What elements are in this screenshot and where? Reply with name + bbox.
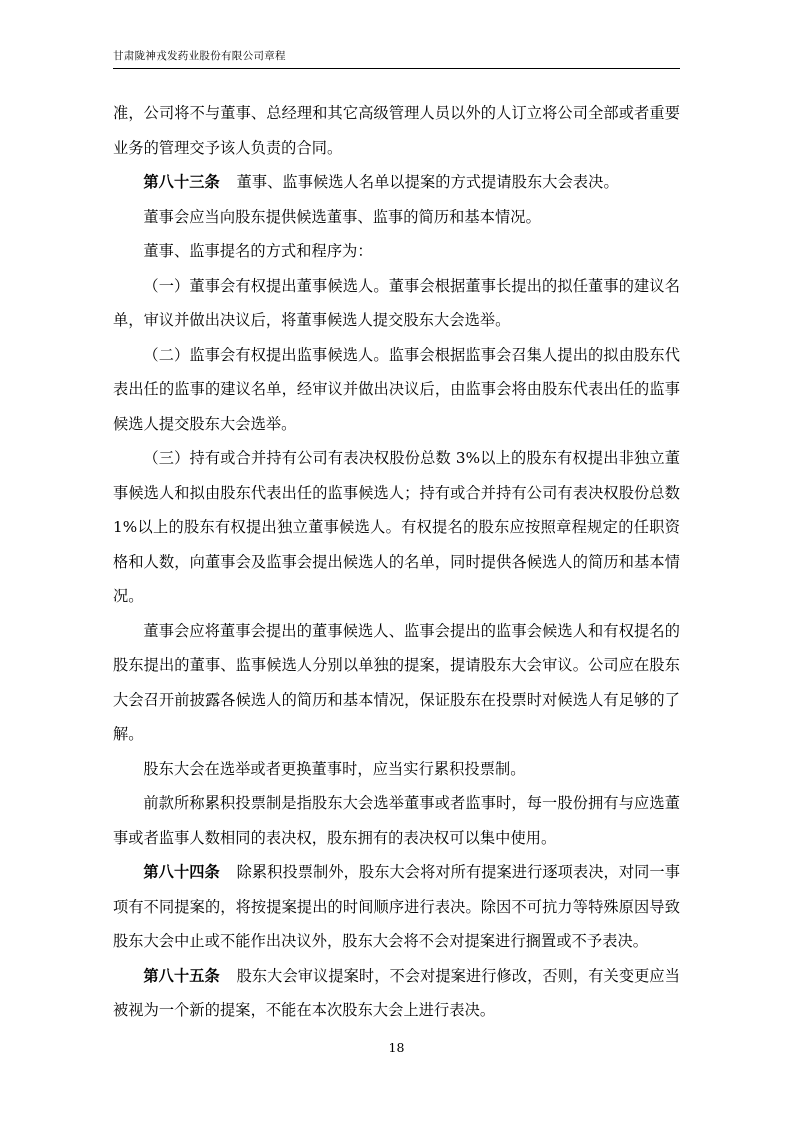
paragraph-text: 股东大会在选举或者更换董事时，应当实行累积投票制。	[143, 759, 526, 778]
article-number: 第八十五条	[143, 966, 220, 985]
paragraph	[113, 855, 680, 959]
header-title: 甘肃陇神戎发药业股份有限公司章程	[113, 50, 286, 62]
paragraph-text: （一）董事会有权提出董事候选人。董事会根据董事长提出的拟任董事的建议名单，审议并做出决议后，将董事候选人提交股东大会选举。	[113, 276, 680, 329]
paragraph	[113, 338, 680, 442]
paragraph	[113, 752, 680, 787]
paragraph-text: （二）监事会有权提出监事候选人。监事会根据监事会召集人提出的拟由股东代表出任的监事的建议名单，经审议并做出决议后，由监事会将由股东代表出任的监事候选人提交股东大会选举。	[113, 345, 680, 433]
paragraph-text: 董事、监事提名的方式和程序为：	[143, 242, 373, 260]
paragraph	[113, 234, 680, 269]
paragraph-text: 董事会应当向股东提供候选董事、监事的简历和基本情况。	[143, 207, 541, 226]
paragraph	[113, 165, 680, 200]
paragraph	[113, 200, 680, 235]
page-number: 18	[388, 1040, 405, 1055]
paragraph	[113, 959, 680, 1028]
paragraph	[113, 96, 680, 165]
document-body	[113, 96, 680, 1028]
page-header	[113, 48, 680, 69]
paragraph-text: （三）持有或合并持有公司有表决权股份总数 3%以上的股东有权提出非独立董事候选人和拟由股东代表出任的监事候选人；持有或合并持有公司有表决权股份总数 1%以上的股东有权提出独立董事候选人。有权提名的股东应按照章程规定的任职资格和人数，向董事会及监事会提出候选人的名单，同时提供各候选人的简历和基本情况。	[113, 449, 680, 605]
article-number: 第八十四条	[143, 863, 220, 881]
page-footer	[0, 1040, 793, 1055]
paragraph-text: 前款所称累积投票制是指股东大会选举董事或者监事时，每一股份拥有与应选董事或者监事人数相同的表决权，股东拥有的表决权可以集中使用。	[113, 794, 680, 847]
paragraph-text: 董事、监事候选人名单以提案的方式提请股东大会表决。	[236, 173, 619, 191]
paragraph-text: 董事会应将董事会提出的董事候选人、监事会提出的监事会候选人和有权提名的股东提出的董事、监事候选人分别以单独的提案，提请股东大会审议。公司应在股东大会召开前披露各候选人的简历和基本情况，保证股东在投票时对候选人有足够的了解。	[113, 621, 680, 743]
paragraph	[113, 614, 680, 752]
paragraph	[113, 786, 680, 855]
paragraph-text: 除累积投票制外，股东大会将对所有提案进行逐项表决，对同一事项有不同提案的，将按提案提出的时间顺序进行表决。除因不可抗力等特殊原因导致股东大会中止或不能作出决议外，股东大会将不会对提案进行搁置或不予表决。	[113, 863, 681, 950]
paragraph-text: 准，公司将不与董事、总经理和其它高级管理人员以外的人订立将公司全部或者重要业务的管理交予该人负责的合同。	[113, 104, 680, 157]
header-divider	[113, 68, 680, 69]
article-number: 第八十三条	[143, 173, 220, 191]
paragraph-text: 股东大会审议提案时，不会对提案进行修改，否则，有关变更应当被视为一个新的提案，不能在本次股东大会上进行表决。	[113, 966, 681, 1019]
paragraph	[113, 269, 680, 338]
paragraph	[113, 441, 680, 614]
